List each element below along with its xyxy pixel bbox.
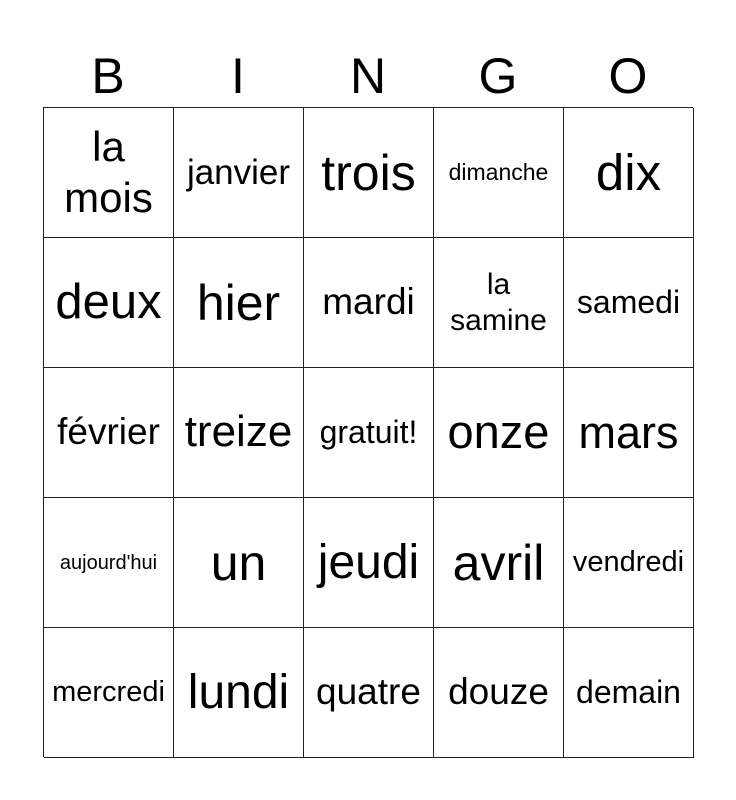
bingo-cell-label: vendredi: [572, 546, 685, 579]
bingo-cell[interactable]: [434, 368, 564, 498]
bingo-cell[interactable]: [564, 108, 694, 238]
bingo-cell[interactable]: [434, 498, 564, 628]
bingo-cell-label: douze: [448, 671, 549, 713]
bingo-board: [43, 107, 693, 757]
bingo-header: [43, 46, 693, 106]
bingo-cell[interactable]: [564, 628, 694, 758]
bingo-cell-label: la samine: [450, 267, 547, 337]
bingo-cell-label: quatre: [316, 671, 421, 713]
bingo-cell-label: onze: [447, 405, 550, 459]
bingo-cell[interactable]: [564, 368, 694, 498]
bingo-cell-label: mardi: [322, 281, 415, 323]
bingo-cell-label: dimanche: [448, 158, 549, 185]
header-letter-o: O: [608, 48, 648, 104]
bingo-cell[interactable]: [304, 368, 434, 498]
header-letter-n: N: [349, 48, 387, 104]
bingo-cell-label: janvier: [186, 152, 291, 192]
bingo-cell[interactable]: [564, 238, 694, 368]
bingo-cell-label: avril: [452, 534, 545, 591]
bingo-cell[interactable]: [44, 628, 174, 758]
bingo-cell-label: la mois: [64, 123, 153, 221]
header-letter-i: I: [231, 48, 245, 104]
bingo-cell[interactable]: [44, 108, 174, 238]
bingo-cell-label: dix: [595, 143, 662, 201]
bingo-cell[interactable]: [434, 108, 564, 238]
bingo-cell-label: jeudi: [317, 535, 420, 589]
bingo-cell[interactable]: [304, 628, 434, 758]
bingo-cell-label: treize: [184, 407, 293, 457]
bingo-cell-label: mercredi: [52, 676, 165, 709]
bingo-cell-label: deux: [55, 275, 162, 330]
bingo-cell[interactable]: [434, 628, 564, 758]
bingo-cell-label: hier: [196, 274, 281, 331]
bingo-cell-label: samedi: [576, 284, 681, 321]
bingo-cell[interactable]: [44, 368, 174, 498]
bingo-cell[interactable]: [434, 238, 564, 368]
bingo-cell-label: trois: [321, 144, 416, 201]
bingo-cell[interactable]: [304, 498, 434, 628]
bingo-cell-label: gratuit!: [319, 414, 418, 451]
bingo-cell[interactable]: [564, 498, 694, 628]
bingo-cell-label: mars: [578, 406, 679, 458]
bingo-cell[interactable]: [174, 368, 304, 498]
bingo-cell[interactable]: [304, 108, 434, 238]
bingo-cell[interactable]: [174, 628, 304, 758]
bingo-cell[interactable]: [304, 238, 434, 368]
bingo-cell[interactable]: [174, 238, 304, 368]
bingo-cell[interactable]: [174, 498, 304, 628]
bingo-cell[interactable]: [174, 108, 304, 238]
header-letter-b: B: [91, 48, 125, 104]
bingo-cell-label: aujourd'hui: [59, 551, 158, 574]
bingo-cell-label: demain: [576, 674, 681, 711]
bingo-cell-label: un: [210, 534, 267, 591]
header-letter-g: G: [478, 48, 518, 104]
bingo-cell-label: lundi: [187, 665, 290, 719]
bingo-cell-label: février: [57, 411, 160, 453]
bingo-cell[interactable]: [44, 238, 174, 368]
bingo-cell[interactable]: [44, 498, 174, 628]
